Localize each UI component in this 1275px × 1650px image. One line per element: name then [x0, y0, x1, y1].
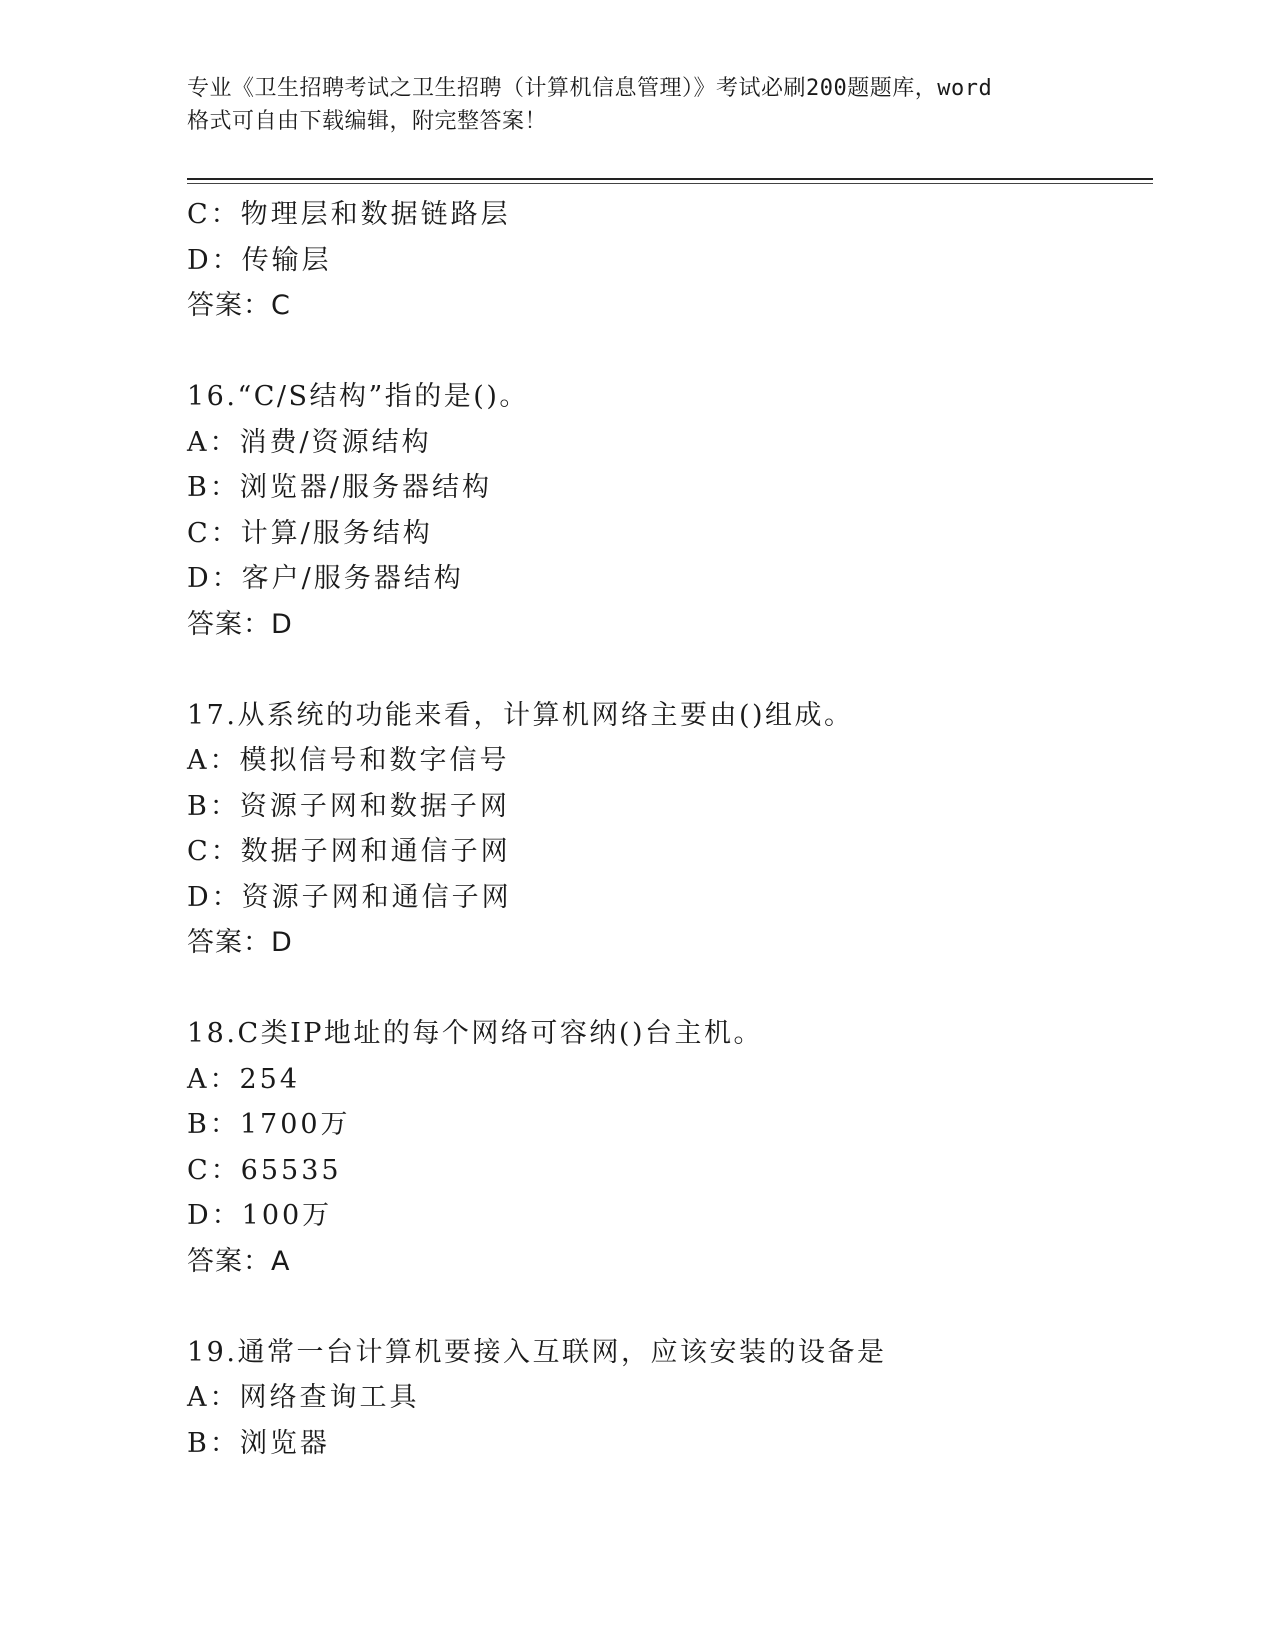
question-text: 18.C类IP地址的每个网络可容纳()台主机。 [187, 1018, 763, 1049]
header-divider-thick [187, 178, 1153, 180]
option-c: C：物理层和数据链路层 [187, 199, 511, 230]
option-a: A：254 [187, 1063, 301, 1095]
spacer [187, 647, 1153, 693]
option-d: D：传输层 [187, 244, 332, 276]
option-c: C：数据子网和通信子网 [187, 836, 511, 867]
answer-line: 答案：A [187, 1245, 291, 1277]
spacer [187, 1284, 1153, 1330]
answer-line: 答案：D [187, 608, 293, 640]
question-block-16 [187, 374, 1153, 647]
option-b: B：浏览器/服务器结构 [187, 472, 492, 503]
answer-line: 答案：C [187, 290, 291, 321]
answer-line: 答案：D [187, 927, 293, 958]
question-list [187, 192, 1153, 1466]
question-block-18 [187, 1011, 1153, 1284]
header-divider-thin [187, 183, 1153, 184]
option-b: B：资源子网和数据子网 [187, 790, 510, 822]
option-d: D：客户/服务器结构 [187, 563, 464, 594]
option-c: C：计算/服务结构 [187, 517, 433, 549]
question-text: 17.从系统的功能来看，计算机网络主要由()组成。 [187, 699, 854, 731]
option-a: A：网络查询工具 [187, 1382, 420, 1413]
option-c: C：65535 [187, 1154, 342, 1186]
spacer [187, 329, 1153, 375]
option-b: B：1700万 [187, 1109, 351, 1140]
header-line-1: 专业《卫生招聘考试之卫生招聘（计算机信息管理）》考试必刷200题题库，word [187, 76, 993, 101]
option-a: A：消费/资源结构 [187, 426, 432, 458]
question-block-19 [187, 1330, 1153, 1467]
question-block-17 [187, 693, 1153, 966]
spacer [187, 966, 1153, 1012]
option-d: D：资源子网和通信子网 [187, 881, 512, 913]
question-text: 16.“C/S结构”指的是()。 [187, 381, 529, 412]
document-header [187, 72, 1087, 138]
header-line-2: 格式可自由下载编辑，附完整答案！ [187, 109, 548, 134]
question-text: 19.通常一台计算机要接入互联网，应该安装的设备是 [187, 1336, 887, 1368]
option-b: B：浏览器 [187, 1427, 330, 1459]
question-block-prev [187, 192, 1153, 329]
option-d: D：100万 [187, 1200, 333, 1231]
option-a: A：模拟信号和数字信号 [187, 745, 510, 776]
